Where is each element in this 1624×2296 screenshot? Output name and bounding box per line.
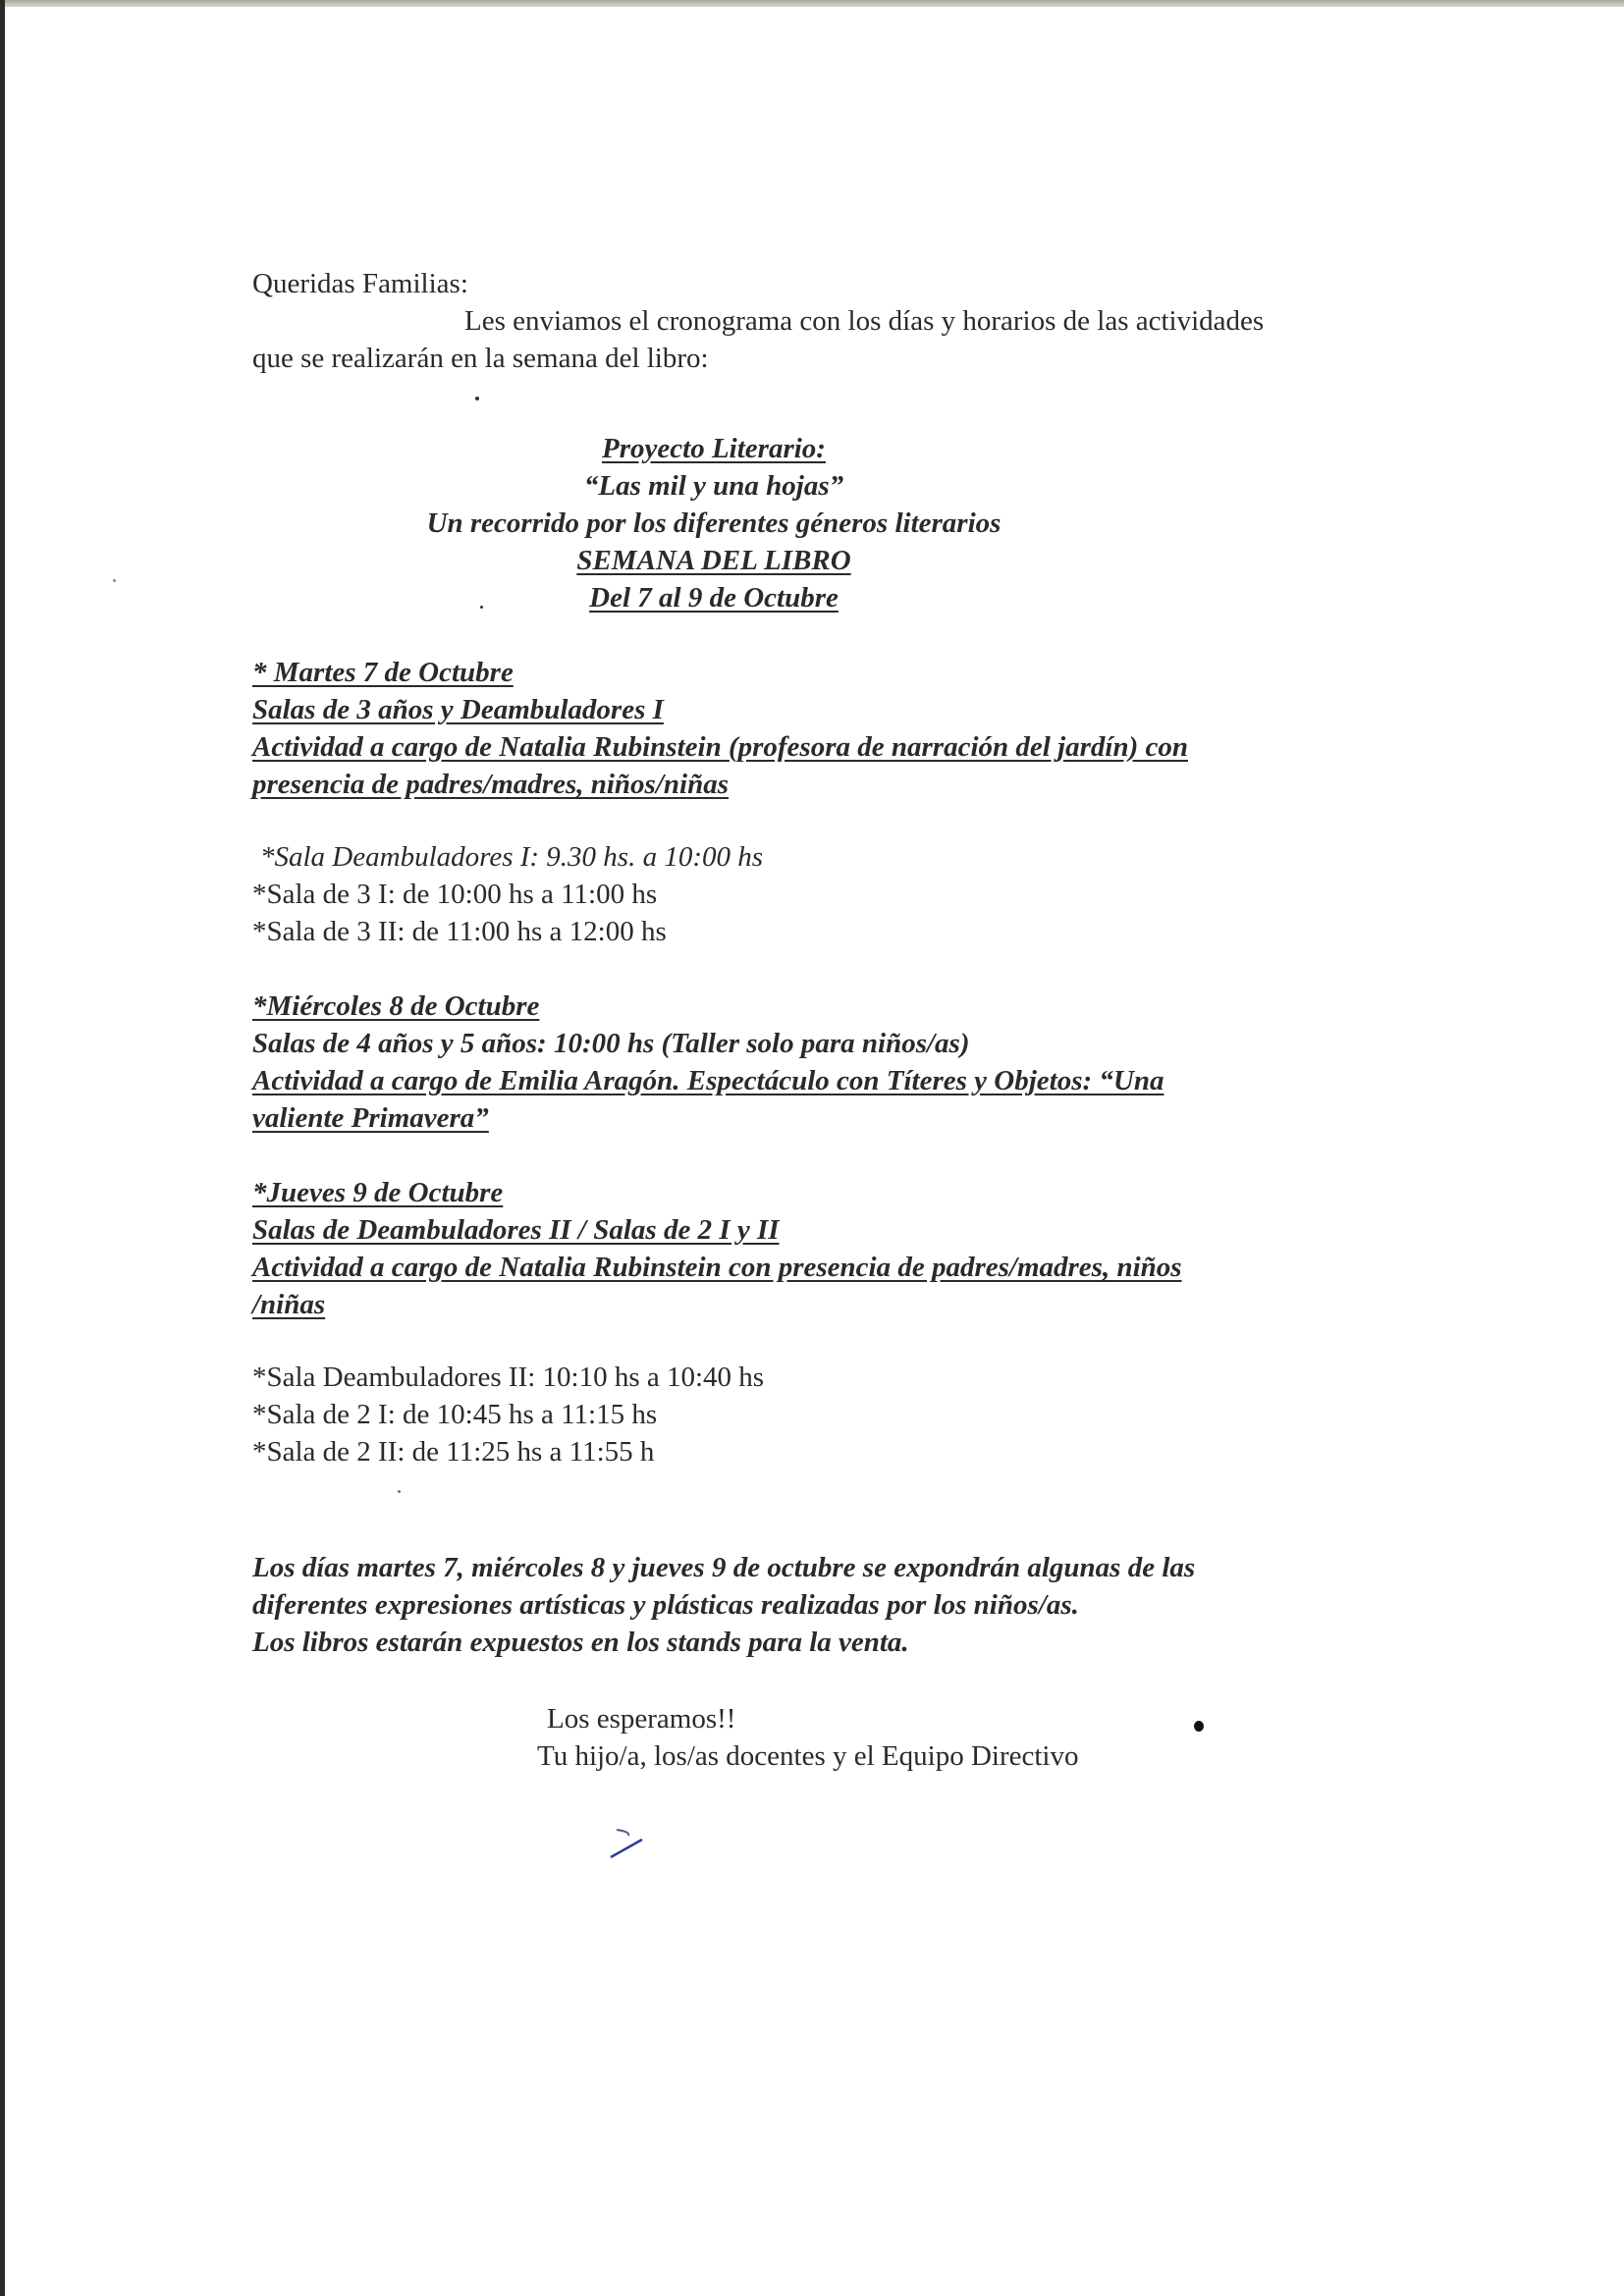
schedule-tuesday [252, 838, 1431, 950]
scan-top-edge [0, 0, 1624, 7]
day-activity-line-2: valiente Primavera” [252, 1102, 489, 1134]
greeting: Queridas Familias: [252, 268, 468, 299]
schedule-item: *Sala de 3 I: de 10:00 hs a 11:00 hs [252, 879, 658, 910]
intro-line-2: que se realizarán en la semana del libro: [252, 343, 709, 374]
closing-line-1: Los días martes 7, miércoles 8 y jueves 9 de octubre se expondrán algunas de las [252, 1552, 1196, 1583]
closing-line-3: Los libros estarán expuestos en los stands para la venta. [252, 1627, 909, 1658]
day-activity-line-2: /niñas [252, 1289, 326, 1320]
schedule-thursday [252, 1359, 1431, 1470]
event-name: SEMANA DEL LIBRO [576, 545, 851, 576]
intro-line-1: Les enviamos el cronograma con los días y horarios de las actividades [464, 305, 1265, 337]
schedule-item: *Sala de 3 II: de 11:00 hs a 12:00 hs [252, 916, 667, 947]
letter [252, 265, 1431, 1775]
day-rooms: Salas de Deambuladores II / Salas de 2 I y II [252, 1214, 780, 1246]
schedule-item: *Sala Deambuladores II: 10:10 hs a 10:40 hs [252, 1362, 765, 1393]
day-activity-line-2: presencia de padres/madres, niños/niñas [252, 769, 729, 800]
project-label: Proyecto Literario: [602, 433, 826, 464]
project-title: “Las mil y una hojas” [583, 470, 844, 502]
signoff-line-2: Tu hijo/a, los/as docentes y el Equipo Directivo [537, 1740, 1079, 1772]
schedule-item: *Sala Deambuladores I: 9.30 hs. a 10:00 hs [260, 841, 764, 873]
event-dates: Del 7 al 9 de Octubre [589, 582, 839, 614]
signoff-line-1: Los esperamos!! [547, 1703, 736, 1735]
day-activity-line-1: Actividad a cargo de Natalia Rubinstein (profesora de narración del jardín) con [252, 731, 1188, 763]
day-heading: *Jueves 9 de Octubre [252, 1177, 504, 1208]
project-subtitle: Un recorrido por los diferentes géneros literarios [426, 507, 1001, 539]
schedule-item: *Sala de 2 II: de 11:25 hs a 11:55 h [252, 1436, 655, 1468]
day-heading: *Miércoles 8 de Octubre [252, 990, 540, 1022]
day-section-thursday [252, 1174, 1431, 1323]
project-header [252, 430, 1175, 616]
closing-note [252, 1549, 1421, 1661]
day-heading: * Martes 7 de Octubre [252, 657, 514, 688]
pen-mark-icon [609, 1828, 648, 1867]
schedule-item: *Sala de 2 I: de 10:45 hs a 11:15 hs [252, 1399, 658, 1430]
scan-left-edge [0, 0, 5, 2296]
day-rooms: Salas de 3 años y Deambuladores I [252, 694, 664, 725]
closing-line-2: diferentes expresiones artísticas y plásticas realizadas por los niños/as. [252, 1589, 1079, 1621]
day-section-tuesday [252, 654, 1431, 803]
day-section-wednesday [252, 988, 1431, 1137]
day-activity-line-1: Actividad a cargo de Natalia Rubinstein con presencia de padres/madres, niños [252, 1252, 1182, 1283]
day-rooms: Salas de 4 años y 5 años: 10:00 hs (Taller solo para niños/as) [252, 1028, 970, 1059]
scan-speck [113, 579, 116, 582]
day-activity-line-1: Actividad a cargo de Emilia Aragón. Espectáculo con Títeres y Objetos: “Una [252, 1065, 1164, 1096]
signoff [252, 1700, 1431, 1775]
